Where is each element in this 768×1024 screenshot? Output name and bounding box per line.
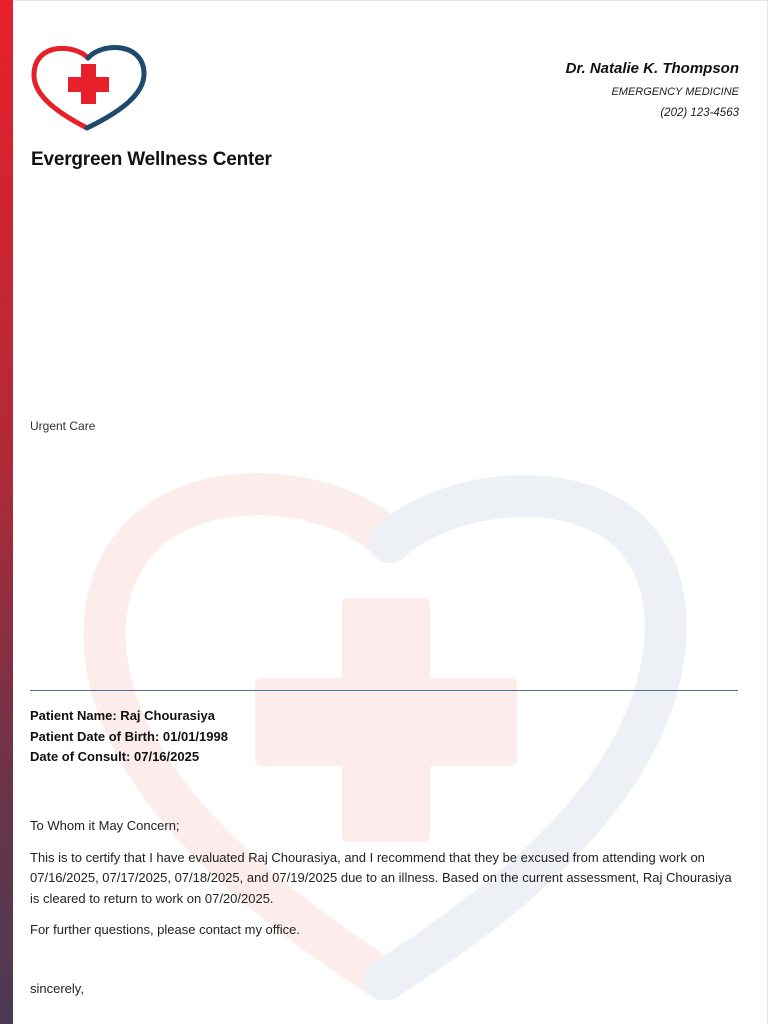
heart-cross-icon xyxy=(30,40,148,132)
patient-details xyxy=(30,706,228,768)
contact-text: For further questions, please contact my office. xyxy=(30,922,301,937)
certification-text: This is to certify that I have evaluated Raj Chourasiya, and I recommend that they be excused from attending work on 07/16/2025, 07/17/2025, 07/18/2025, and 07/19/2025 due to an illness. Based on the current assessment, Raj Chourasiya is cleared to return to work on 07/20/2025. xyxy=(30,849,732,906)
signoff: sincerely, xyxy=(30,981,84,996)
patient-dob: Patient Date of Birth: 01/01/1998 xyxy=(30,728,228,744)
letter-body xyxy=(30,816,740,941)
patient-name: Patient Name: Raj Chourasiya xyxy=(30,708,215,723)
doctor-name: Dr. Natalie K. Thompson xyxy=(565,60,739,77)
salutation: To Whom it May Concern; xyxy=(30,818,180,833)
page-top-border xyxy=(13,0,768,1)
clinic-name: Evergreen Wellness Center xyxy=(31,149,272,170)
left-accent-bar xyxy=(0,0,13,1024)
doctor-info xyxy=(566,60,739,119)
doctor-phone: (202) 123-4563 xyxy=(660,107,739,119)
department-label: Urgent Care xyxy=(30,419,96,433)
section-divider xyxy=(30,690,738,691)
doctor-specialty: EMERGENCY MEDICINE xyxy=(611,86,739,98)
consult-date: Date of Consult: 07/16/2025 xyxy=(30,749,200,764)
